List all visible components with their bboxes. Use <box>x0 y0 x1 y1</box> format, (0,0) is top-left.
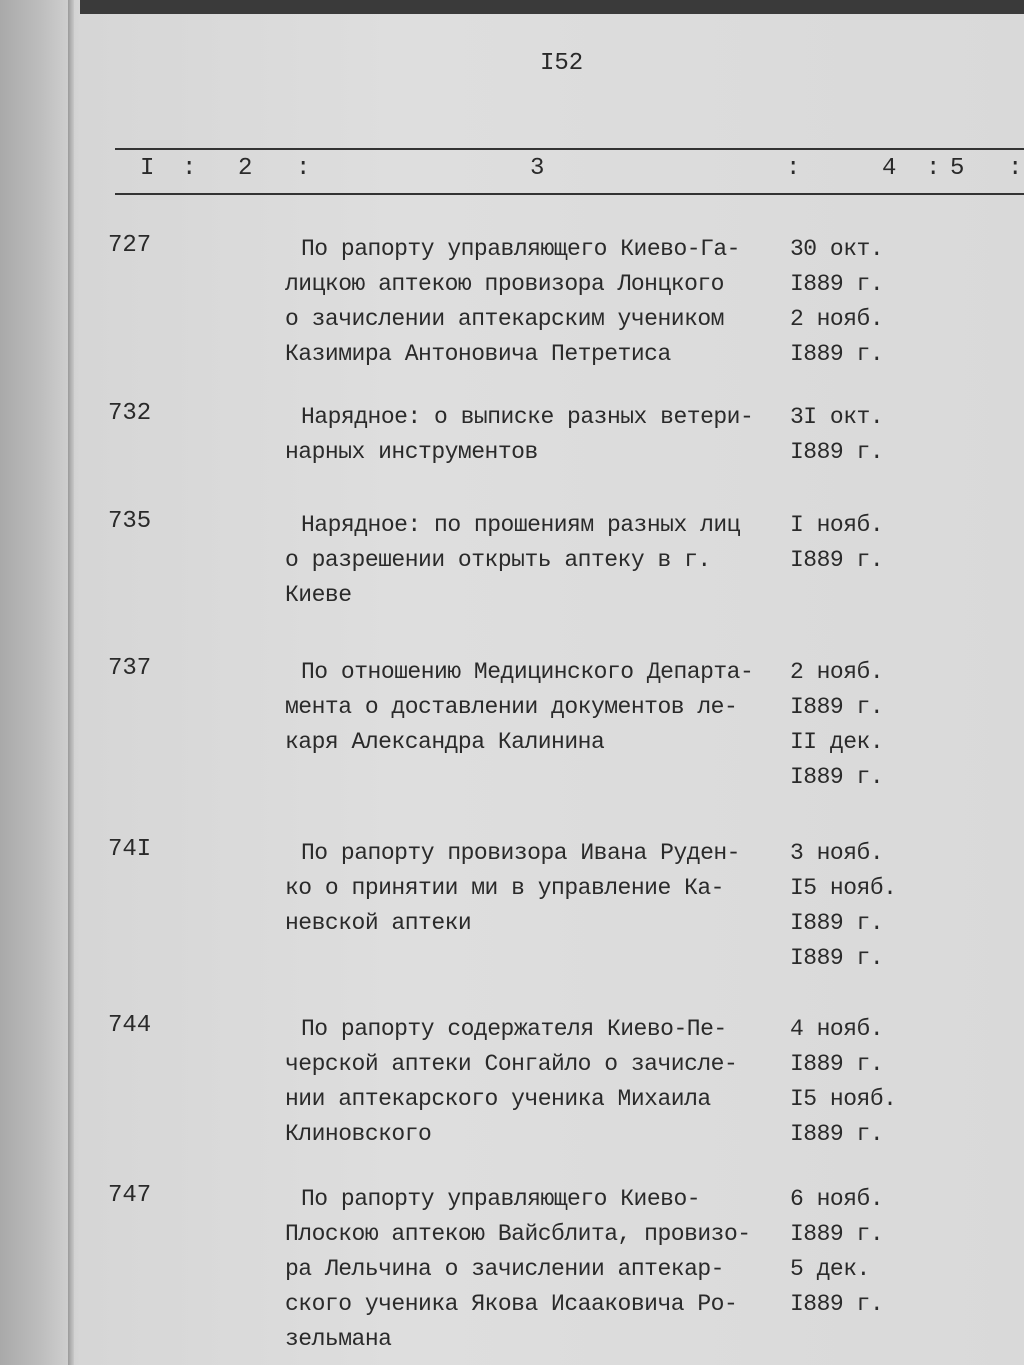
entry-dates <box>790 508 883 578</box>
entry-number: 744 <box>108 1012 152 1039</box>
description-line: Нарядное: о выписке разных ветери- <box>301 404 754 430</box>
column-separator: : <box>786 155 801 182</box>
entry-dates <box>790 1012 896 1152</box>
date-line: I889 г. <box>790 1291 884 1317</box>
description-line: черской аптеки Сонгайло о зачисле- <box>285 1051 738 1077</box>
entry-dates <box>790 1182 883 1322</box>
date-line: 30 окт. <box>790 236 884 262</box>
entry-description <box>285 232 740 372</box>
date-line: 2 нояб. <box>790 306 884 332</box>
date-line: 3I окт. <box>790 404 884 430</box>
entry-description <box>285 400 753 470</box>
date-line: I889 г. <box>790 1221 884 1247</box>
description-line: невской аптеки <box>285 910 472 936</box>
column-header-5: 5 <box>950 155 965 182</box>
date-line: 2 нояб. <box>790 659 884 685</box>
description-line: По рапорту управляющего Киево-Га- <box>301 236 740 262</box>
date-line: 6 нояб. <box>790 1186 884 1212</box>
column-header-4: 4 <box>882 155 897 182</box>
header-rule-top <box>115 148 1024 150</box>
description-line: Киеве <box>285 582 352 608</box>
entry-description <box>285 508 740 613</box>
date-line: I889 г. <box>790 271 884 297</box>
date-line: 5 дек. <box>790 1256 870 1282</box>
column-separator: : <box>926 155 941 182</box>
description-line: о зачислении аптекарским учеником <box>285 306 724 332</box>
date-line: I889 г. <box>790 1051 884 1077</box>
description-line: По рапорту управляющего Киево- <box>301 1186 701 1212</box>
entry-description <box>285 1012 737 1152</box>
description-line: каря Александра Калинина <box>285 729 605 755</box>
date-line: II дек. <box>790 729 884 755</box>
entry-dates <box>790 655 883 795</box>
column-header-1: I <box>140 155 155 182</box>
date-line: I5 нояб. <box>790 875 897 901</box>
page-number: I52 <box>540 50 584 77</box>
page-binding <box>68 0 74 1365</box>
column-header-3: 3 <box>530 155 545 182</box>
description-line: лицкою аптекою провизора Лонцкого <box>285 271 724 297</box>
description-line: Нарядное: по прошениям разных лиц <box>301 512 740 538</box>
description-line: Клиновского <box>285 1121 432 1147</box>
header-rule-bottom <box>115 193 1024 195</box>
description-line: нарных инструментов <box>285 439 538 465</box>
description-line: мента о доставлении документов ле- <box>285 694 738 720</box>
column-header-2: 2 <box>238 155 253 182</box>
entry-dates <box>790 400 883 470</box>
entry-description <box>285 1182 751 1357</box>
description-line: о разрешении открыть аптеку в г. <box>285 547 711 573</box>
description-line: Плоскою аптекою Вайсблита, провизо- <box>285 1221 751 1247</box>
entry-description <box>285 836 740 941</box>
date-line: 4 нояб. <box>790 1016 884 1042</box>
description-line: зельмана <box>285 1326 392 1352</box>
date-line: I889 г. <box>790 341 884 367</box>
description-line: ко о принятии ми в управление Ка- <box>285 875 724 901</box>
entry-dates <box>790 836 896 976</box>
entry-number: 732 <box>108 400 152 427</box>
date-line: 3 нояб. <box>790 840 884 866</box>
description-line: ского ученика Якова Исааковича Ро- <box>285 1291 738 1317</box>
entry-number: 747 <box>108 1182 152 1209</box>
entry-number: 735 <box>108 508 152 535</box>
date-line: I889 г. <box>790 1121 884 1147</box>
date-line: I889 г. <box>790 439 884 465</box>
column-separator: : <box>1008 155 1023 182</box>
date-line: I889 г. <box>790 910 884 936</box>
date-line: I нояб. <box>790 512 884 538</box>
entry-dates <box>790 232 883 372</box>
entry-number: 727 <box>108 232 152 259</box>
date-line: I889 г. <box>790 547 884 573</box>
column-separator: : <box>296 155 311 182</box>
column-separator: : <box>182 155 197 182</box>
description-line: Казимира Антоновича Петретиса <box>285 341 671 367</box>
background-edge <box>80 0 1024 14</box>
description-line: По рапорту провизора Ивана Руден- <box>301 840 740 866</box>
date-line: I5 нояб. <box>790 1086 897 1112</box>
entry-number: 737 <box>108 655 152 682</box>
description-line: По рапорту содержателя Киево-Пе- <box>301 1016 727 1042</box>
description-line: нии аптекарского ученика Михаила <box>285 1086 711 1112</box>
entry-description <box>285 655 753 760</box>
date-line: I889 г. <box>790 945 884 971</box>
description-line: ра Лельчина о зачислении аптекар- <box>285 1256 724 1282</box>
date-line: I889 г. <box>790 764 884 790</box>
entry-number: 74I <box>108 836 152 863</box>
description-line: По отношению Медицинского Департа- <box>301 659 754 685</box>
date-line: I889 г. <box>790 694 884 720</box>
